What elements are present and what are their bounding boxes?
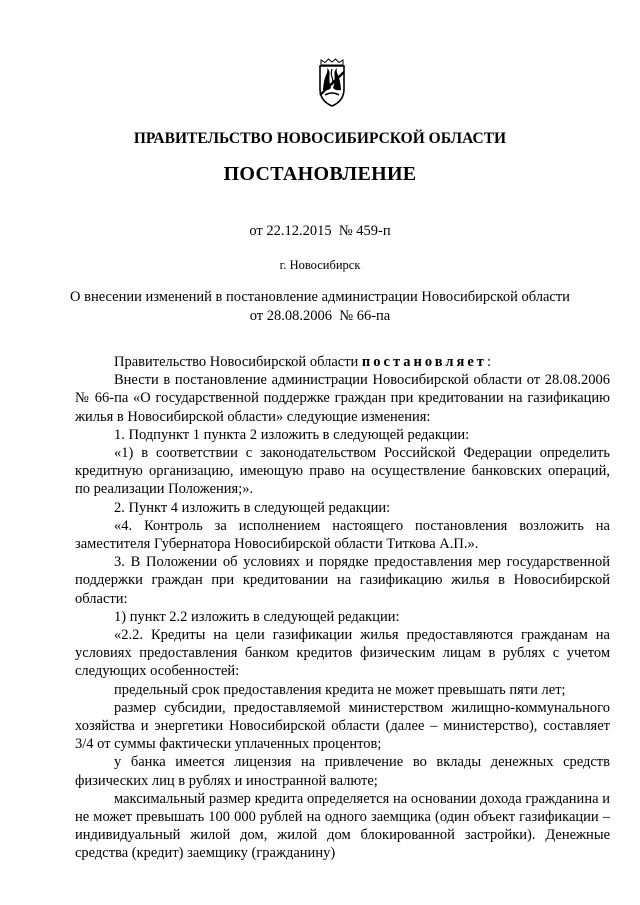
body-paragraph: предельный срок предоставления кредита не может превышать пяти лет; (114, 681, 566, 698)
body-paragraph: Внести в постановление администрации Новосибирской области от 28.08.2006 № 66-па «О государственной поддержке граждан при кредитовании на газификацию жилья в Новосибирской области» следующие изменения: (75, 372, 610, 425)
body-paragraph: у банка имеется лицензия на привлечение во вклады денежных средств физических лиц в рублях и иностранной валюте; (75, 754, 610, 789)
body-paragraph: «4. Контроль за исполнением настоящего постановления возложить на заместителя Губернатора Новосибирской области Титкова А.П.». (75, 517, 610, 553)
subject-line-1: О внесении изменений в постановление администрации Новосибирской области (70, 289, 570, 305)
document-subject (0, 288, 640, 326)
subject-line-2: от 28.08.2006 № 66-па (249, 308, 391, 324)
document-city: г. Новосибирск (279, 258, 361, 272)
intro-prefix: Правительство Новосибирской области (114, 354, 362, 370)
government-name: ПРАВИТЕЛЬСТВО НОВОСИБИРСКОЙ ОБЛАСТИ (133, 130, 507, 147)
body-paragraph: 1) пункт 2.2 изложить в следующей редакции: (114, 608, 400, 625)
body-paragraph: 1. Подпункт 1 пункта 2 изложить в следующей редакции: (114, 426, 470, 443)
intro-suffix: : (486, 354, 491, 370)
document-body (75, 353, 610, 863)
document-type-title: ПОСТАНОВЛЕНИЕ (223, 163, 417, 185)
body-paragraph: «1) в соответствии с законодательством Российской Федерации определить кредитную организацию, имеющую право на осуществление банковских операций, по реализации Положения;». (75, 445, 610, 498)
body-paragraph: «2.2. Кредиты на цели газификации жилья предоставляются гражданам на условиях предоставления банком кредитов физическим лицам в рублях с учетом следующих особенностей: (75, 627, 610, 680)
body-paragraph: максимальный размер кредита определяется на основании дохода гражданина и не может превышать 100 000 рублей на одного заемщика (один объект газификации – индивидуальный жилой дом, жилой дом блокированной застройки). Денежные средства (кредит) заемщику (гражданину) (75, 790, 610, 862)
intro-keyword: постановляет (361, 354, 487, 370)
body-paragraph: 2. Пункт 4 изложить в следующей редакции: (114, 499, 391, 516)
body-paragraph: размер субсидии, предоставляемой министерством жилищно-коммунального хозяйства и энергетики Новосибирской области (далее – министерство), составляет 3/4 от суммы фактически уплаченных процентов; (75, 699, 610, 753)
intro-paragraph (75, 353, 610, 371)
document-date-number: от 22.12.2015 № 459-п (249, 223, 391, 239)
coat-of-arms-icon (312, 58, 352, 108)
body-paragraph: 3. В Положении об условиях и порядке предоставления мер государственной поддержки граждан при кредитовании на газификацию жилья в Новосибирской области: (75, 554, 610, 607)
